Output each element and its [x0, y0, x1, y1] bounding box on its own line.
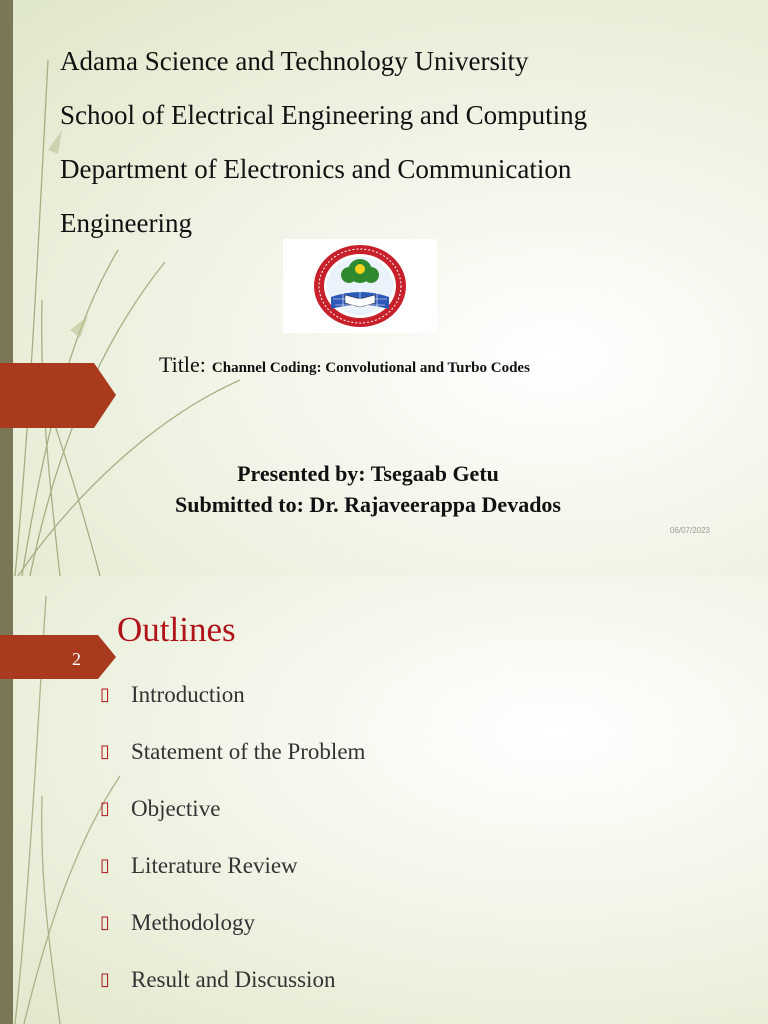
outline-list: [100, 681, 365, 1023]
list-item-text: Result and Discussion: [131, 967, 336, 992]
list-item: [100, 738, 365, 795]
title-value: Channel Coding: Convolutional and Turbo Codes: [211, 360, 530, 376]
presentation-title: [159, 352, 530, 378]
bullet-icon: ▯: [100, 855, 110, 875]
presented-by: Presented by: Tsegaab Getu: [237, 461, 499, 486]
list-item: [100, 909, 365, 966]
bullet-icon: ▯: [100, 912, 110, 932]
bullet-icon: ▯: [100, 684, 110, 704]
list-item-text: Methodology: [131, 910, 255, 935]
outline-slide: [0, 576, 768, 1024]
slide-number-tab: [0, 635, 116, 679]
university-seal-icon: [283, 239, 437, 333]
list-item-text: Literature Review: [131, 853, 298, 878]
bullet-icon: ▯: [100, 798, 110, 818]
outline-heading: Outlines: [117, 610, 236, 649]
slide-marker-tab: [0, 363, 116, 428]
list-item-text: Statement of the Problem: [131, 739, 366, 764]
list-item: [100, 681, 365, 738]
submitted-to: Submitted to: Dr. Rajaveerappa Devados: [174, 492, 561, 517]
list-item: [100, 795, 365, 852]
list-item: [100, 852, 365, 909]
slide-number: 2: [72, 649, 81, 669]
bullet-icon: ▯: [100, 741, 110, 761]
university-name: Adama Science and Technology University: [60, 46, 529, 76]
list-item-text: Introduction: [131, 682, 245, 707]
bullet-icon: ▯: [100, 969, 110, 989]
school-name: School of Electrical Engineering and Computing: [60, 100, 588, 130]
department-name: Department of Electronics and Communication: [60, 154, 572, 184]
university-logo: [283, 239, 437, 333]
department-name-continued: Engineering: [60, 208, 192, 238]
list-item-text: Objective: [131, 796, 221, 821]
slide-date: 06/07/2023: [669, 526, 710, 535]
list-item: [100, 966, 365, 1023]
title-label: Title:: [159, 352, 206, 377]
